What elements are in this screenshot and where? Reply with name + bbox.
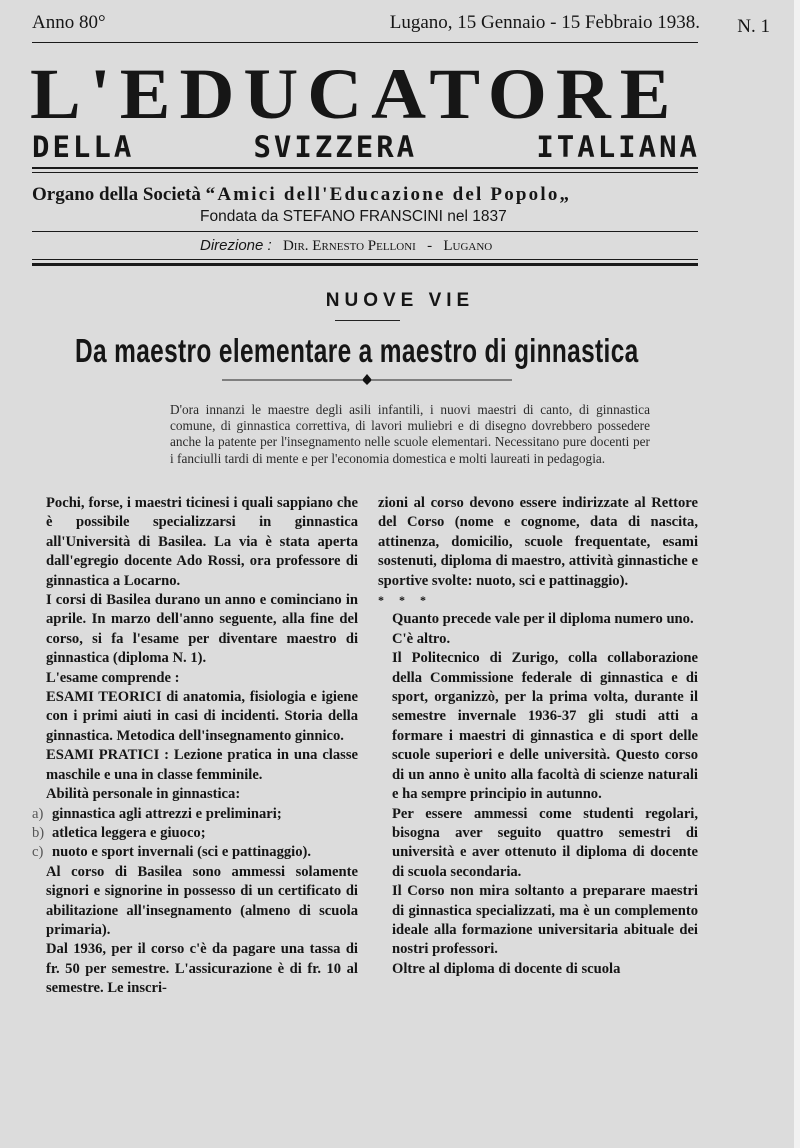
founded-line: Fondata da STEFANO FRANSCINI nel 1837 (200, 208, 507, 225)
masthead-topline (32, 12, 770, 37)
direction-place: Lugano (443, 238, 493, 254)
subtitle-rule-thick (32, 167, 698, 169)
paragraph: Per essere ammessi come studenti regolari, bisogna aver seguito quattro semestri di università e aver ottenuto il diploma di docente di scuola secondaria. (392, 805, 698, 880)
journal-subtitle (32, 130, 700, 164)
organ-line (32, 184, 700, 206)
list-text: atletica leggera e giuoco; (52, 824, 206, 841)
top-rule (32, 42, 698, 43)
paragraph: Al corso di Basilea sono ammessi solamente signori e signorine in possesso di un certificato di abilitazione all'insegnamento (almeno di scuola primaria). (46, 863, 358, 938)
subtitle-word: DELLA (32, 130, 135, 164)
section-stars: * * * (378, 593, 432, 608)
list-item (32, 805, 358, 824)
list-text: ginnastica agli attrezzi e preliminari; (52, 805, 282, 822)
direction-separator: - (427, 238, 433, 254)
page-edge (794, 0, 800, 1148)
subtitle-word: SVIZZERA (253, 130, 418, 164)
left-column (32, 494, 358, 999)
paragraph: I corsi di Basilea durano un anno e cominciano in aprile. In marzo dell'anno seguente, alla fine del corso, si fa l'esame per diventare maestro di ginnastica (diploma N. 1). (46, 592, 358, 667)
journal-title: L'EDUCATORE (30, 54, 680, 135)
list-marker: a) (32, 805, 44, 822)
diamond-ornament-icon (222, 373, 512, 385)
paragraph: C'è altro. (392, 630, 451, 647)
paragraph: Quanto precede vale per il diploma numero uno. (392, 611, 694, 628)
rubric-rule (335, 320, 400, 321)
list-marker: c) (32, 844, 44, 861)
paragraph: Dal 1936, per il corso c'è da pagare una tassa di fr. 50 per semestre. L'assicurazione è di fr. 10 al semestre. Le inscri- (46, 941, 358, 997)
paragraph: ESAMI PRATICI : Lezione pratica in una classe maschile e una in classe femminile. (46, 747, 358, 783)
list-item (32, 824, 358, 843)
place-date: Lugano, 15 Gennaio - 15 Febbraio 1938. (389, 12, 700, 33)
year-label: Anno 80° (32, 12, 106, 33)
director-name: Dir. Ernesto Pelloni (282, 238, 416, 254)
issue-number: N. 1 (737, 16, 770, 37)
list-text: nuoto e sport invernali (sci e pattinaggio). (52, 844, 312, 861)
list-marker: b) (32, 824, 45, 841)
paragraph: ESAMI TEORICI di anatomia, fisiologia e igiene con i primi aiuti in casi di incidenti. Storia della ginnastica. Metodica dell'insegnamento ginnico. (46, 689, 358, 744)
right-column (378, 494, 698, 979)
list-item (32, 843, 358, 862)
article-headline: Da maestro elementare a maestro di ginnastica (75, 332, 639, 369)
founded-rule (32, 231, 698, 232)
masthead-bottom-rule-thin (32, 259, 698, 260)
direction-line (200, 237, 492, 255)
masthead-bottom-rule-thick (32, 263, 698, 266)
paragraph: L'esame comprende : (46, 669, 180, 686)
organ-prefix: Organo della Società (32, 184, 206, 205)
rubric: NUOVE VIE (325, 290, 475, 311)
paragraph: Oltre al diploma di docente di scuola (392, 960, 621, 977)
paragraph: Il Corso non mira soltanto a preparare maestri di ginnastica specializzati, ma è un complemento ideale alla formazione universitaria abituale dei nostri professori. (392, 883, 698, 958)
direction-label: Direzione : (200, 237, 272, 254)
subtitle-word: ITALIANA (536, 130, 700, 164)
paragraph: Il Politecnico di Zurigo, colla collaborazione della Commissione federale di ginnastica e di sport, organizzò, per la prima volta, durante il semestre invernale 1936-37 gli studi atti a formare i maestri di ginnastica e di sport delle scuole superiori e delle università. Questo corso di un anno è unito alla facoltà di scienze naturali e ha sempre principio in autunno. (392, 650, 698, 803)
organ-society: “Amici dell'Educazione del Popolo„ (205, 184, 572, 205)
subtitle-rule-thin (32, 172, 698, 173)
article-intro: D'ora innanzi le maestre degli asili infantili, i nuovi maestri di canto, di ginnastica comune, di ginnastica correttiva, di lavori muliebri e di disegno dovrebbero possedere anche la patente per l'insegnamento nelle scuole elementari. Necessitano pure docenti per i fanciulli tardi di mente e per l'economia domestica e molti laureati in pedagogia. (170, 402, 650, 466)
paragraph: zioni al corso devono essere indirizzate al Rettore del Corso (nome e cognome, data di nascita, attinenza, domicilio, scuole frequentate, esami sostenuti, diploma di maestro, attività ginnastiche e sportive svolte: nuoto, sci e pattinaggio). (378, 495, 698, 589)
paragraph: Pochi, forse, i maestri ticinesi i quali sappiano che è possibile specializzarsi in ginnastica all'Università di Basilea. La via è stata aperta dall'egregio docente Ado Rossi, ora professore di ginnastica a Locarno. (46, 495, 358, 589)
paragraph: Abilità personale in ginnastica: (46, 786, 241, 803)
